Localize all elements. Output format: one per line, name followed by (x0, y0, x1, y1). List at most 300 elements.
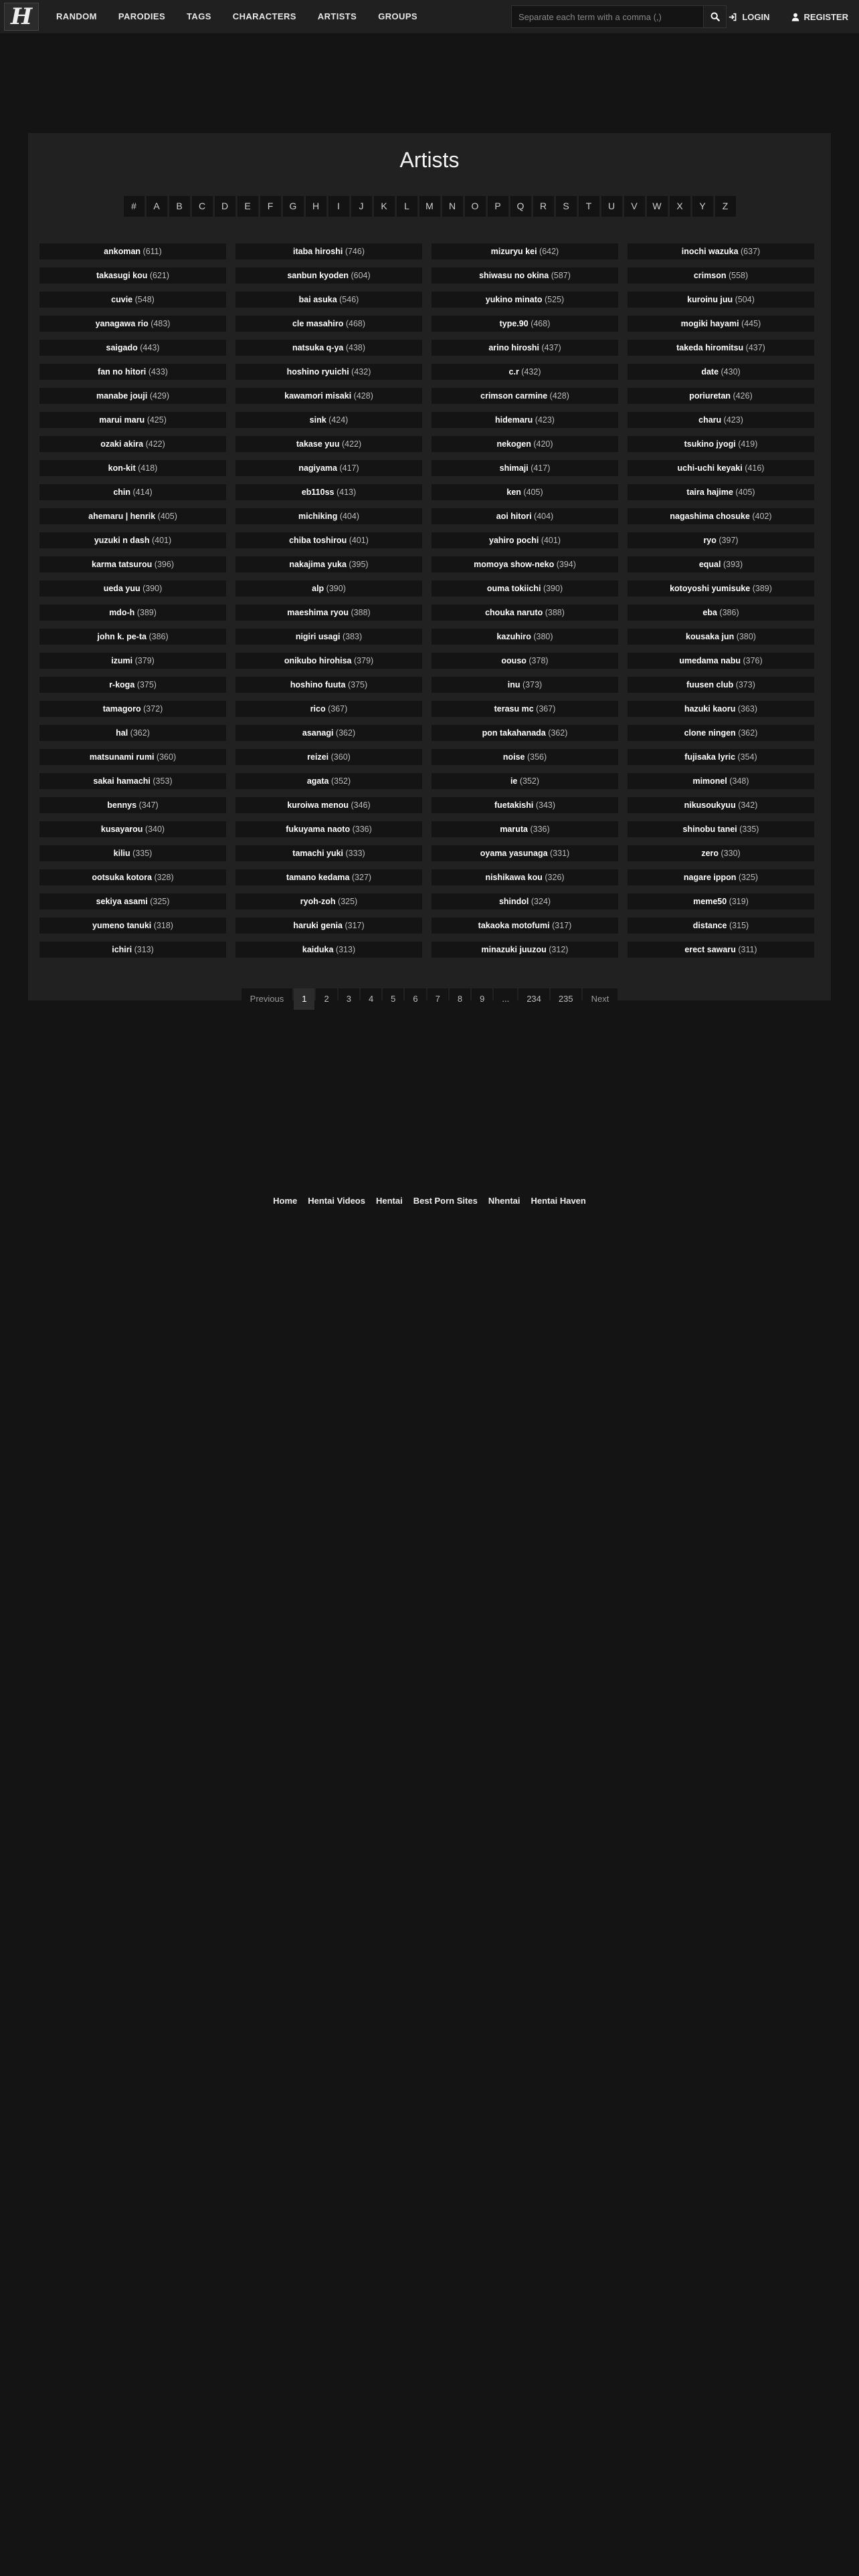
alphabet-letter[interactable]: G (283, 196, 304, 217)
artist-item[interactable] (235, 460, 422, 476)
artist-count: (336) (530, 825, 550, 834)
artist-count: (356) (527, 752, 547, 762)
artist-item[interactable] (432, 725, 618, 741)
footer-link[interactable]: Hentai (375, 1196, 403, 1206)
artist-count: (390) (142, 584, 163, 593)
artist-item[interactable] (432, 893, 618, 909)
artist-name: onikubo hirohisa (284, 656, 352, 665)
artist-name: nikusoukyuu (684, 800, 736, 810)
artist-item[interactable] (235, 797, 422, 813)
artist-name: hal (116, 728, 128, 738)
artist-item[interactable] (628, 677, 814, 693)
artist-item[interactable] (39, 677, 226, 693)
alphabet-letter[interactable]: P (488, 196, 508, 217)
artist-item[interactable] (432, 243, 618, 259)
alphabet-letter[interactable]: T (579, 196, 599, 217)
artist-item[interactable] (39, 918, 226, 934)
footer-link[interactable]: Best Porn Sites (413, 1196, 478, 1206)
artist-count: (388) (545, 608, 565, 617)
artist-item[interactable] (39, 508, 226, 524)
artist-item[interactable] (628, 605, 814, 621)
artist-name: meme50 (693, 897, 727, 906)
artist-item[interactable] (628, 267, 814, 284)
artist-item[interactable] (432, 821, 618, 837)
artist-item[interactable] (39, 773, 226, 789)
alphabet-letter[interactable]: M (419, 196, 440, 217)
artist-count: (386) (719, 608, 739, 617)
artist-item[interactable] (39, 797, 226, 813)
artist-item[interactable] (432, 701, 618, 717)
artist-item[interactable] (39, 292, 226, 308)
artist-name: zero (701, 849, 719, 858)
alphabet-letter[interactable]: B (169, 196, 190, 217)
nav-tags[interactable]: TAGS (187, 11, 211, 21)
artist-item[interactable] (432, 508, 618, 524)
artist-name: kazuhiro (496, 632, 531, 641)
artist-item[interactable] (432, 388, 618, 404)
pagination-page[interactable]: 7 (427, 988, 448, 1010)
artist-count: (386) (149, 632, 169, 641)
artist-count: (325) (150, 897, 170, 906)
alphabet-letter[interactable]: E (237, 196, 258, 217)
artist-item[interactable] (235, 869, 422, 885)
artist-count: (333) (345, 849, 365, 858)
artist-item[interactable] (39, 629, 226, 645)
artist-name: charu (698, 415, 722, 425)
artist-item[interactable] (628, 436, 814, 452)
artist-count: (414) (132, 488, 153, 497)
artist-count: (348) (729, 776, 749, 786)
nav-characters[interactable]: CHARACTERS (232, 11, 296, 21)
artists-panel (28, 133, 831, 1004)
artist-name: asanagi (302, 728, 334, 738)
footer-link[interactable]: Nhentai (488, 1196, 520, 1206)
artist-item[interactable] (432, 556, 618, 572)
artist-count: (443) (140, 343, 160, 352)
artist-count: (325) (738, 873, 759, 882)
artist-name: kiliu (113, 849, 130, 858)
artist-name: crimson (693, 271, 727, 280)
site-logo[interactable] (4, 3, 39, 31)
artist-item[interactable] (39, 267, 226, 284)
artist-count: (354) (737, 752, 757, 762)
alphabet-letter[interactable]: W (647, 196, 668, 217)
artist-count: (312) (549, 945, 569, 954)
artist-item[interactable] (39, 412, 226, 428)
artist-name: yukino minato (485, 295, 543, 304)
artist-name: mogiki hayami (680, 319, 739, 328)
artist-item[interactable] (432, 653, 618, 669)
artist-count: (335) (132, 849, 153, 858)
alphabet-letter[interactable]: H (306, 196, 326, 217)
artist-name: ichiri (112, 945, 132, 954)
artist-count: (416) (745, 463, 765, 473)
artist-item[interactable] (235, 316, 422, 332)
artist-item[interactable] (39, 243, 226, 259)
artist-item[interactable] (628, 412, 814, 428)
nav-random[interactable]: RANDOM (56, 11, 97, 21)
artist-item[interactable] (235, 821, 422, 837)
alphabet-letter[interactable]: R (533, 196, 554, 217)
artist-item[interactable] (628, 388, 814, 404)
artist-name: sekiya asami (96, 897, 148, 906)
artist-name: matsunami rumi (89, 752, 155, 762)
artist-item[interactable] (235, 388, 422, 404)
pagination-page[interactable]: 6 (405, 988, 425, 1010)
artist-count: (587) (551, 271, 571, 280)
artist-item[interactable] (628, 918, 814, 934)
artist-name: yahiro pochi (489, 536, 539, 545)
alphabet-letter[interactable]: S (556, 196, 577, 217)
artist-count: (335) (739, 825, 759, 834)
artist-name: shiwasu no okina (479, 271, 549, 280)
artist-item[interactable] (628, 725, 814, 741)
artist-name: fan no hitori (98, 367, 147, 377)
artist-item[interactable] (235, 701, 422, 717)
artist-item[interactable] (432, 580, 618, 597)
artist-name: ken (506, 488, 521, 497)
artist-item[interactable] (39, 364, 226, 380)
artist-name: saigado (106, 343, 138, 352)
pagination-page[interactable]: 5 (383, 988, 403, 1010)
alphabet-letter[interactable]: V (624, 196, 645, 217)
artist-count: (428) (549, 391, 569, 401)
artist-name: inu (507, 680, 520, 689)
nav-groups[interactable]: GROUPS (378, 11, 417, 21)
alphabet-letter[interactable]: D (215, 196, 235, 217)
artist-count: (375) (347, 680, 368, 689)
pagination-page[interactable]: 234 (518, 988, 549, 1010)
artist-item[interactable] (628, 508, 814, 524)
artist-item[interactable] (432, 340, 618, 356)
artist-item[interactable] (39, 653, 226, 669)
artist-item[interactable] (235, 629, 422, 645)
artist-item[interactable] (235, 677, 422, 693)
artist-count: (311) (738, 945, 757, 954)
artist-item[interactable] (235, 243, 422, 259)
artist-name: nekogen (496, 439, 531, 449)
artist-name: chin (113, 488, 131, 497)
artist-item[interactable] (235, 942, 422, 958)
artist-name: hazuki kaoru (684, 704, 736, 714)
artist-item[interactable] (235, 580, 422, 597)
artist-name: yumeno tanuki (92, 921, 152, 930)
pagination-page[interactable]: 1 (294, 988, 314, 1010)
artist-name: yuzuki n dash (94, 536, 150, 545)
artist-item[interactable] (235, 292, 422, 308)
artist-item[interactable] (432, 773, 618, 789)
artist-count: (417) (339, 463, 359, 473)
pagination-page[interactable]: 8 (450, 988, 470, 1010)
artist-item[interactable] (432, 412, 618, 428)
artist-item[interactable] (39, 460, 226, 476)
artist-count: (352) (330, 776, 351, 786)
artist-name: erect sawaru (684, 945, 736, 954)
artist-item[interactable] (628, 364, 814, 380)
alphabet-letter[interactable]: Q (510, 196, 531, 217)
artist-count: (433) (148, 367, 168, 377)
artist-name: yanagawa rio (95, 319, 149, 328)
artist-count: (388) (351, 608, 371, 617)
artist-item[interactable] (628, 340, 814, 356)
artist-item[interactable] (432, 532, 618, 548)
artist-item[interactable] (628, 893, 814, 909)
artist-count: (367) (536, 704, 556, 714)
artist-name: fuusen club (686, 680, 734, 689)
register-label: REGISTER (803, 11, 848, 22)
artist-count: (325) (338, 897, 358, 906)
artist-item[interactable] (628, 316, 814, 332)
artist-name: itaba hiroshi (293, 247, 343, 256)
artist-count: (317) (345, 921, 365, 930)
artist-name: nakajima yuka (289, 560, 347, 569)
artist-item[interactable] (628, 292, 814, 308)
footer-link[interactable]: Hentai Videos (308, 1196, 365, 1206)
artist-item[interactable] (235, 773, 422, 789)
artist-item[interactable] (235, 749, 422, 765)
artist-name: taira hajime (686, 488, 733, 497)
artist-count: (324) (531, 897, 551, 906)
artist-name: kaiduka (302, 945, 334, 954)
artist-name: fuetakishi (494, 800, 534, 810)
artist-name: kuroinu juu (687, 295, 733, 304)
auth-links (707, 0, 848, 33)
alphabet-letter[interactable]: N (442, 196, 463, 217)
artist-item[interactable] (235, 436, 422, 452)
artist-name: crimson carmine (480, 391, 548, 401)
artist-count: (432) (351, 367, 371, 377)
artist-name: ryo (703, 536, 717, 545)
artist-name: natsuka q-ya (292, 343, 344, 352)
artist-name: shinobu tanei (682, 825, 737, 834)
artist-name: mimonel (692, 776, 727, 786)
alphabet-filter (28, 196, 831, 217)
artist-item[interactable] (432, 605, 618, 621)
artist-item[interactable] (39, 436, 226, 452)
artist-item[interactable] (432, 942, 618, 958)
artist-item[interactable] (235, 556, 422, 572)
artist-count: (611) (142, 247, 162, 256)
artist-count: (395) (349, 560, 369, 569)
artist-item[interactable] (235, 340, 422, 356)
artist-name: inochi wazuka (681, 247, 739, 256)
artist-item[interactable] (432, 869, 618, 885)
artist-item[interactable] (235, 893, 422, 909)
artist-item[interactable] (39, 316, 226, 332)
artist-count: (413) (336, 488, 357, 497)
artist-item[interactable] (39, 484, 226, 500)
alphabet-letter[interactable]: C (192, 196, 213, 217)
artist-item[interactable] (432, 484, 618, 500)
artist-item[interactable] (39, 749, 226, 765)
artist-count: (367) (328, 704, 348, 714)
artist-count: (404) (534, 512, 554, 521)
artist-item[interactable] (39, 605, 226, 621)
artist-count: (419) (738, 439, 758, 449)
artist-item[interactable] (628, 701, 814, 717)
artist-item[interactable] (628, 460, 814, 476)
artist-name: manabe jouji (96, 391, 148, 401)
pagination-page[interactable]: 235 (551, 988, 581, 1010)
artist-item[interactable] (235, 267, 422, 284)
artist-item[interactable] (39, 893, 226, 909)
artist-item[interactable] (235, 364, 422, 380)
artist-item[interactable] (628, 243, 814, 259)
artist-count: (426) (733, 391, 753, 401)
artist-item[interactable] (628, 869, 814, 885)
artist-item[interactable] (235, 918, 422, 934)
artist-count: (362) (738, 728, 758, 738)
artist-name: tamachi yuki (292, 849, 344, 858)
artist-item[interactable] (628, 942, 814, 958)
artist-count: (362) (130, 728, 150, 738)
artist-item[interactable] (235, 532, 422, 548)
artist-item[interactable] (628, 749, 814, 765)
artist-item[interactable] (235, 605, 422, 621)
pagination (28, 988, 831, 1010)
artist-count: (438) (345, 343, 366, 352)
artist-item[interactable] (39, 556, 226, 572)
artist-name: sanbun kyoden (287, 271, 349, 280)
pagination-page[interactable]: 9 (472, 988, 492, 1010)
artist-item[interactable] (628, 484, 814, 500)
alphabet-letter[interactable]: F (260, 196, 281, 217)
artist-item[interactable] (235, 725, 422, 741)
alphabet-letter[interactable]: U (601, 196, 622, 217)
artist-item[interactable] (432, 749, 618, 765)
artist-name: chouka naruto (485, 608, 543, 617)
artist-item[interactable] (235, 845, 422, 861)
artist-name: takase yuu (296, 439, 340, 449)
artist-name: sink (309, 415, 326, 425)
search-bar (511, 5, 727, 28)
alphabet-letter[interactable]: L (397, 196, 417, 217)
artist-count: (604) (351, 271, 371, 280)
artist-item[interactable] (432, 292, 618, 308)
artist-item[interactable] (432, 845, 618, 861)
artist-item[interactable] (235, 484, 422, 500)
alphabet-letter[interactable]: Z (715, 196, 736, 217)
artist-count: (432) (521, 367, 541, 377)
artist-item[interactable] (628, 653, 814, 669)
artist-item[interactable] (628, 773, 814, 789)
artist-item[interactable] (39, 942, 226, 958)
artist-count: (362) (548, 728, 568, 738)
artist-item[interactable] (432, 629, 618, 645)
artist-item[interactable] (628, 580, 814, 597)
artist-item[interactable] (39, 532, 226, 548)
artist-item[interactable] (628, 629, 814, 645)
login-link[interactable] (729, 12, 769, 22)
artist-name: kon-kit (108, 463, 136, 473)
artist-item[interactable] (628, 821, 814, 837)
artist-name: clone ningen (684, 728, 736, 738)
artist-count: (423) (723, 415, 743, 425)
artist-count: (418) (138, 463, 158, 473)
alphabet-letter[interactable]: # (124, 196, 145, 217)
pagination-page[interactable]: 4 (361, 988, 381, 1010)
artist-count: (546) (339, 295, 359, 304)
artist-name: rico (310, 704, 326, 714)
artist-item[interactable] (39, 725, 226, 741)
artist-name: shimaji (499, 463, 529, 473)
artist-item[interactable] (432, 460, 618, 476)
artist-name: eb110ss (301, 488, 335, 497)
artist-name: kousaka jun (686, 632, 735, 641)
artist-count: (342) (738, 800, 758, 810)
artist-name: marui maru (99, 415, 145, 425)
artist-count: (336) (352, 825, 372, 834)
artist-item[interactable] (235, 508, 422, 524)
alphabet-letter[interactable]: Y (692, 196, 713, 217)
artist-item[interactable] (39, 580, 226, 597)
artist-name: michiking (298, 512, 338, 521)
artist-count: (313) (335, 945, 356, 954)
artist-item[interactable] (432, 436, 618, 452)
artist-name: terasu mc (494, 704, 534, 714)
alphabet-letter[interactable]: O (465, 196, 486, 217)
nav-artists[interactable]: ARTISTS (317, 11, 357, 21)
artist-item[interactable] (432, 797, 618, 813)
artist-count: (423) (535, 415, 555, 425)
artist-name: nigiri usagi (295, 632, 341, 641)
artist-item[interactable] (235, 412, 422, 428)
search-input[interactable] (511, 5, 704, 28)
artist-item[interactable] (432, 267, 618, 284)
artist-name: maeshima ryou (287, 608, 349, 617)
pagination-previous[interactable]: Previous (242, 988, 293, 1010)
artist-item[interactable] (432, 918, 618, 934)
artist-item[interactable] (39, 845, 226, 861)
pagination-next[interactable]: Next (583, 988, 618, 1010)
artist-item[interactable] (432, 316, 618, 332)
artist-item[interactable] (39, 869, 226, 885)
nav-parodies[interactable]: PARODIES (118, 11, 166, 21)
artist-count: (405) (157, 512, 177, 521)
artist-item[interactable] (39, 388, 226, 404)
artist-item[interactable] (432, 677, 618, 693)
artist-grid (39, 243, 831, 958)
artist-name: cle masahiro (292, 319, 344, 328)
artist-name: uchi-uchi keyaki (677, 463, 743, 473)
pagination-page[interactable]: 3 (339, 988, 359, 1010)
alphabet-letter[interactable]: K (374, 196, 395, 217)
artist-item[interactable] (432, 364, 618, 380)
artist-name: sakai hamachi (93, 776, 151, 786)
artist-item[interactable] (235, 653, 422, 669)
pagination-page[interactable]: 2 (316, 988, 337, 1010)
footer-link[interactable]: Home (273, 1196, 298, 1206)
artist-count: (468) (345, 319, 366, 328)
artist-name: c.r (508, 367, 519, 377)
artist-name: arino hiroshi (488, 343, 540, 352)
artist-item[interactable] (628, 532, 814, 548)
register-link[interactable] (791, 12, 848, 22)
artist-item[interactable] (628, 797, 814, 813)
alphabet-letter[interactable]: I (328, 196, 349, 217)
artist-count: (430) (721, 367, 741, 377)
alphabet-letter[interactable]: X (670, 196, 690, 217)
artist-item[interactable] (628, 556, 814, 572)
footer-link[interactable]: Hentai Haven (531, 1196, 586, 1206)
artist-item[interactable] (39, 340, 226, 356)
sign-in-icon (729, 13, 737, 21)
alphabet-letter[interactable]: J (351, 196, 372, 217)
artist-item[interactable] (39, 821, 226, 837)
artist-item[interactable] (39, 701, 226, 717)
alphabet-letter[interactable]: A (147, 196, 167, 217)
artist-item[interactable] (628, 845, 814, 861)
